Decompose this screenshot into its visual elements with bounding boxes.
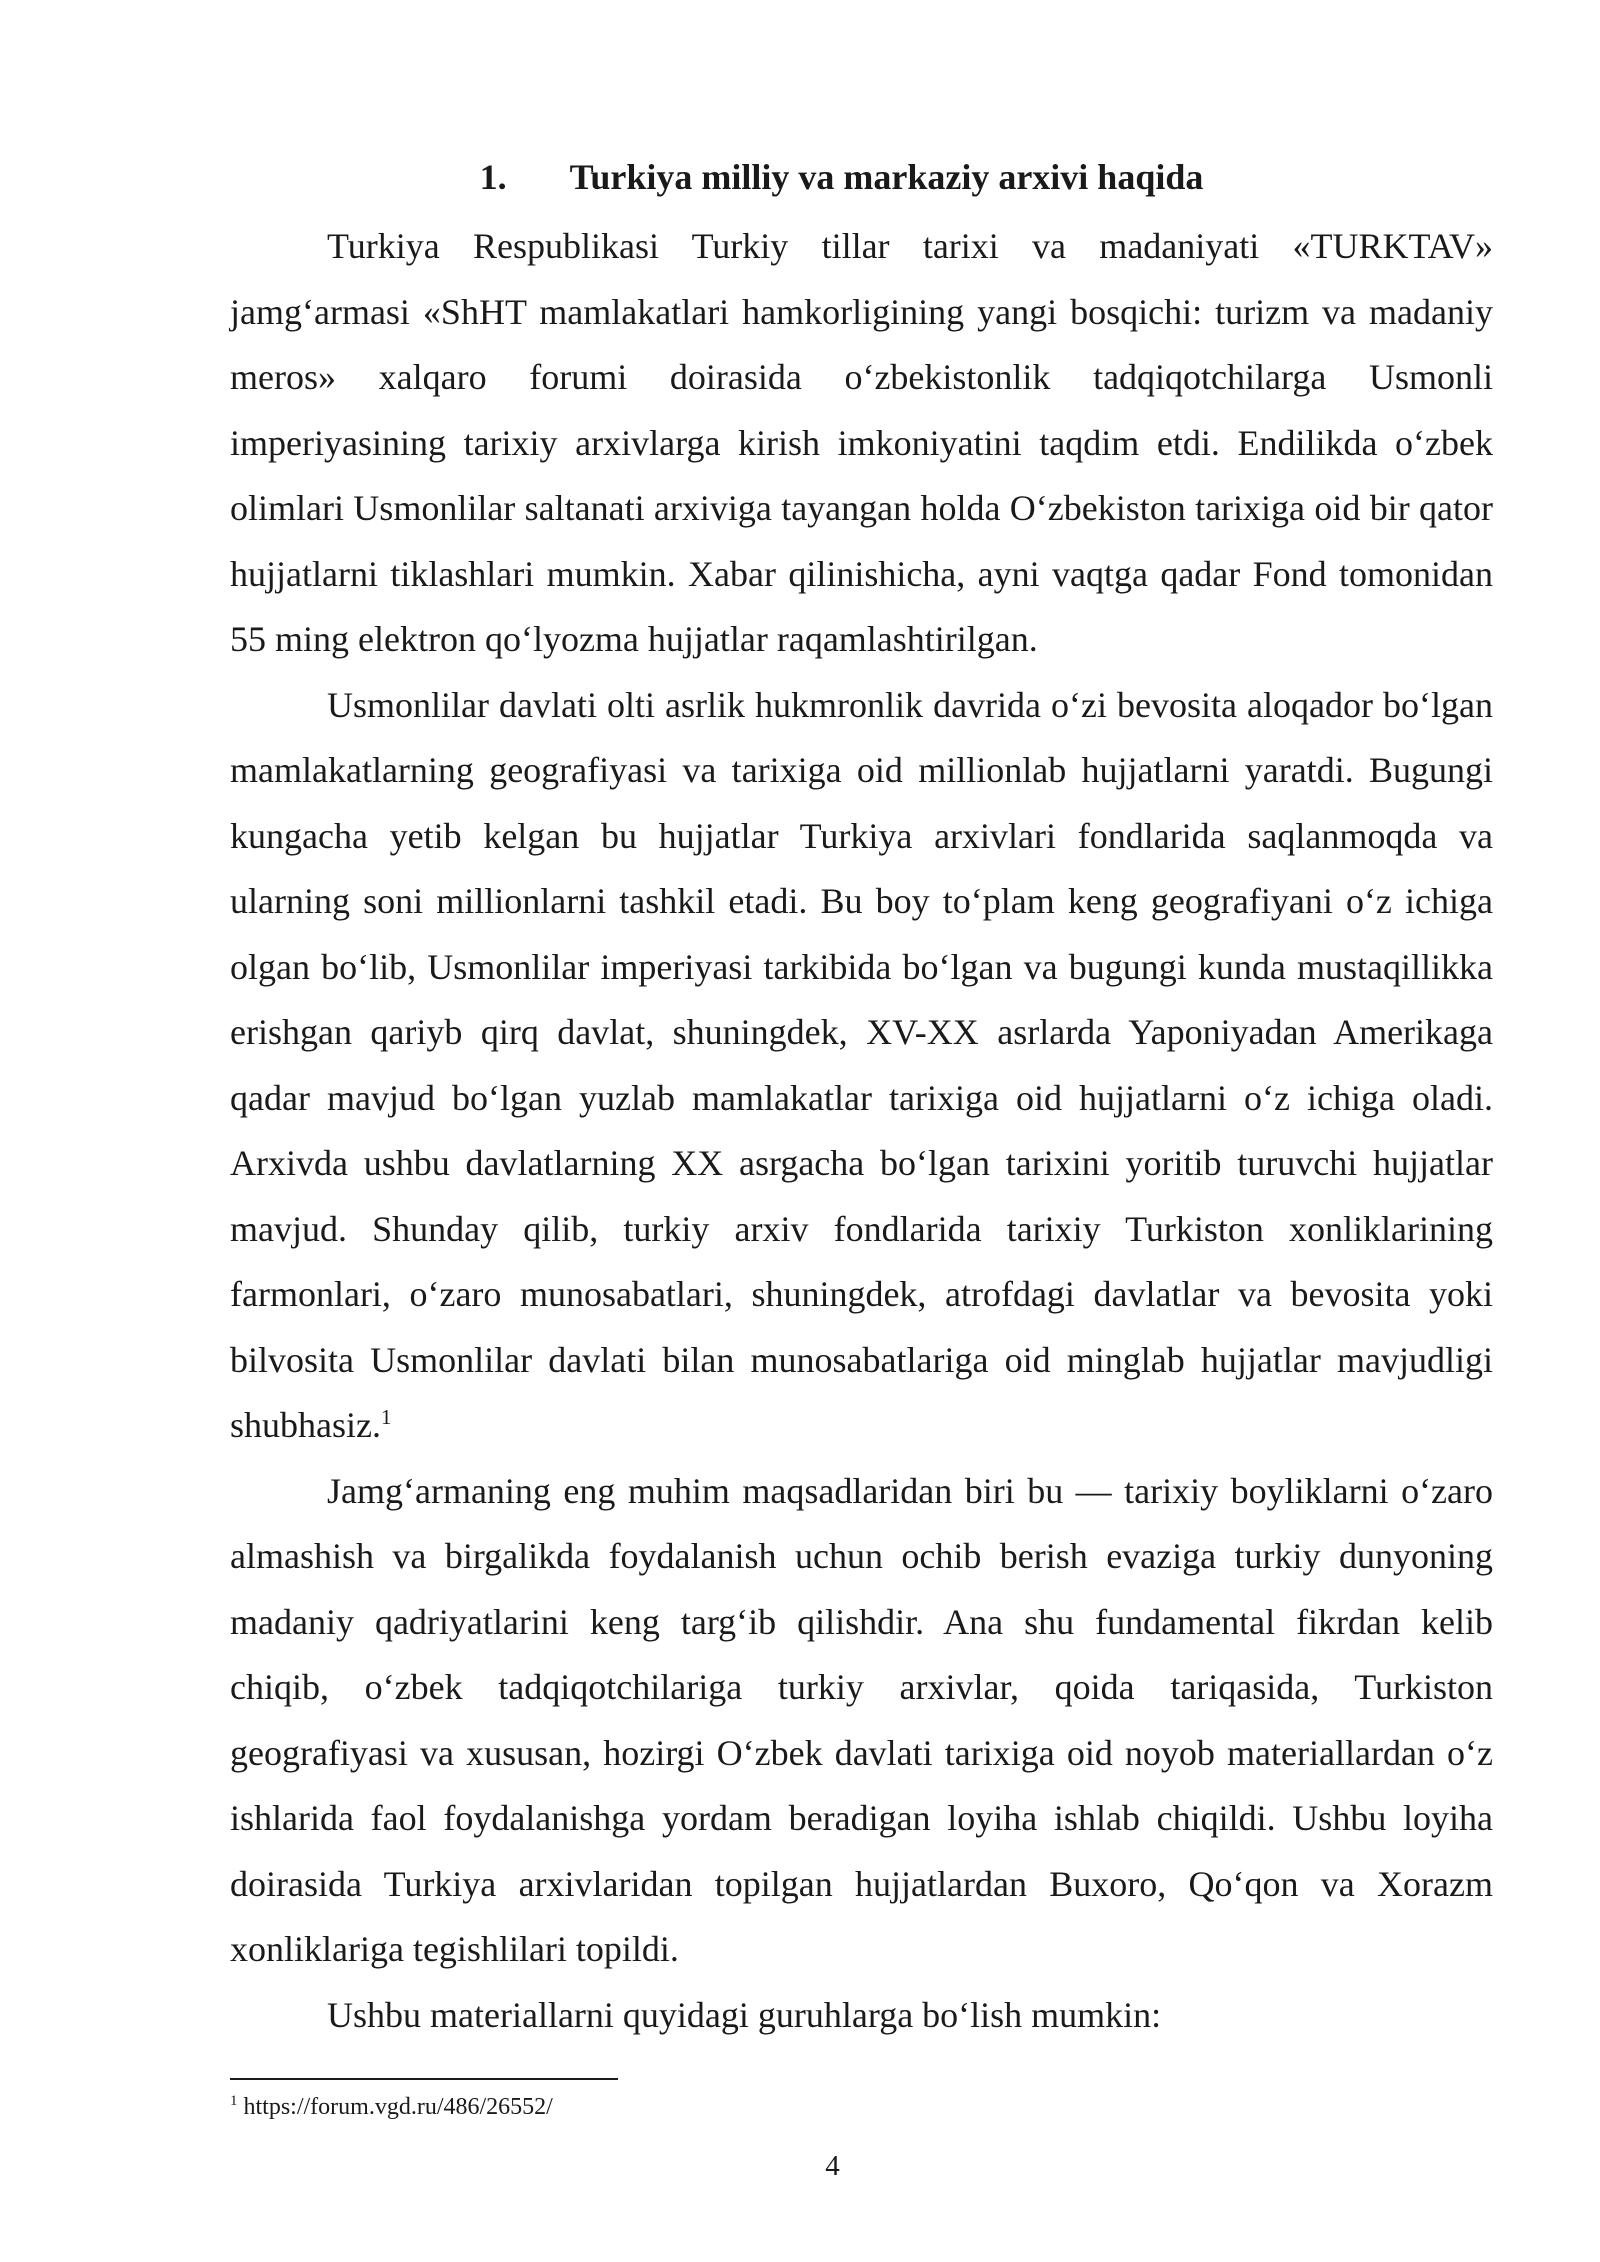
page-body xyxy=(230,150,1493,2048)
section-title: Turkiya milliy va markaziy arxivi haqida xyxy=(569,157,1204,197)
page-number: 4 xyxy=(825,2150,840,2182)
paragraph-2 xyxy=(230,673,1493,1459)
footnote-separator xyxy=(230,2078,618,2080)
footnote-mark: 1 xyxy=(230,2093,238,2109)
paragraph-4: Ushbu materiallarni quyidagi guruhlarga bo‘lish mumkin: xyxy=(327,1994,1162,2035)
footnote xyxy=(230,2090,553,2124)
paragraph-1: Turkiya Respublikasi Turkiy tillar tarixi va madaniyati «TURKTAV» jamg‘armasi «ShHT mamlakatlari hamkorligining yangi bosqichi: turizm va madaniy meros» xalqaro forumi doirasida o‘zbekistonlik tadqiqotchilarga Usmonli imperiyasining tarixiy arxivlarga kirish imkoniyatini taqdim etdi. Endilikda o‘zbek olimlari Usmonlilar saltanati arxiviga tayangan holda O‘zbekiston tarixiga oid bir qator hujjatlarni tiklashlari mumkin. Xabar qilinishicha, ayni vaqtga qadar Fond tomonidan 55 ming elektron qo‘lyozma hujjatlar raqamlashtirilgan. xyxy=(230,226,1493,659)
section-number: 1. xyxy=(479,157,507,197)
footnote-reference[interactable]: 1 xyxy=(380,1405,392,1429)
paragraph-3: Jamg‘armaning eng muhim maqsadlaridan biri bu — tarixiy boyliklarni o‘zaro almashish va birgalikda foydalanish uchun ochib berish evaziga turkiy dunyoning madaniy qadriyatlarini keng targ‘ib qilishdir. Ana shu fundamental fikrdan kelib chiqib, o‘zbek tadqiqotchilariga turkiy arxivlar, qoida tariqasida, Turkiston geografiyasi va xususan, hozirgi O‘zbek davlati tarixiga oid noyob materiallardan o‘z ishlarida faol foydalanishga yordam beradigan loyiha ishlab chiqildi. Ushbu loyiha doirasida Turkiya arxivlaridan topilgan hujjatlardan Buxoro, Qo‘qon va Xorazm xonliklariga tegishlilari topildi. xyxy=(230,1470,1493,1969)
footnote-link[interactable]: https://forum.vgd.ru/486/26552/ xyxy=(243,2094,553,2120)
section-heading xyxy=(230,150,1493,204)
paragraph-2-text: Usmonlilar davlati olti asrlik hukmronlik davrida o‘zi bevosita aloqador bo‘lgan mamlakatlarning geografiyasi va tarixiga oid millionlab hujjatlarni yaratdi. Bugungi kungacha yetib kelgan bu hujjatlar Turkiya arxivlari fondlarida saqlanmoqda va ularning soni millionlarni tashkil etadi. Bu boy to‘plam keng geografiyani o‘z ichiga olgan bo‘lib, Usmonlilar imperiyasi tarkibida bo‘lgan va bugungi kunda mustaqillikka erishgan qariyb qirq davlat, shuningdek, XV-XX asrlarda Yaponiyadan Amerikaga qadar mavjud bo‘lgan yuzlab mamlakatlar tarixiga oid hujjatlarni o‘z ichiga oladi. Arxivda ushbu davlatlarning XX asrgacha bo‘lgan tarixini yoritib turuvchi hujjatlar mavjud. Shunday qilib, turkiy arxiv fondlarida tarixiy Turkiston xonliklarining farmonlari, o‘zaro munosabatlari, shuningdek, atrofdagi davlatlar va bevosita yoki bilvosita Usmonlilar davlati bilan munosabatlariga oid minglab hujjatlar mavjudligi shubhasiz. xyxy=(230,684,1493,1445)
